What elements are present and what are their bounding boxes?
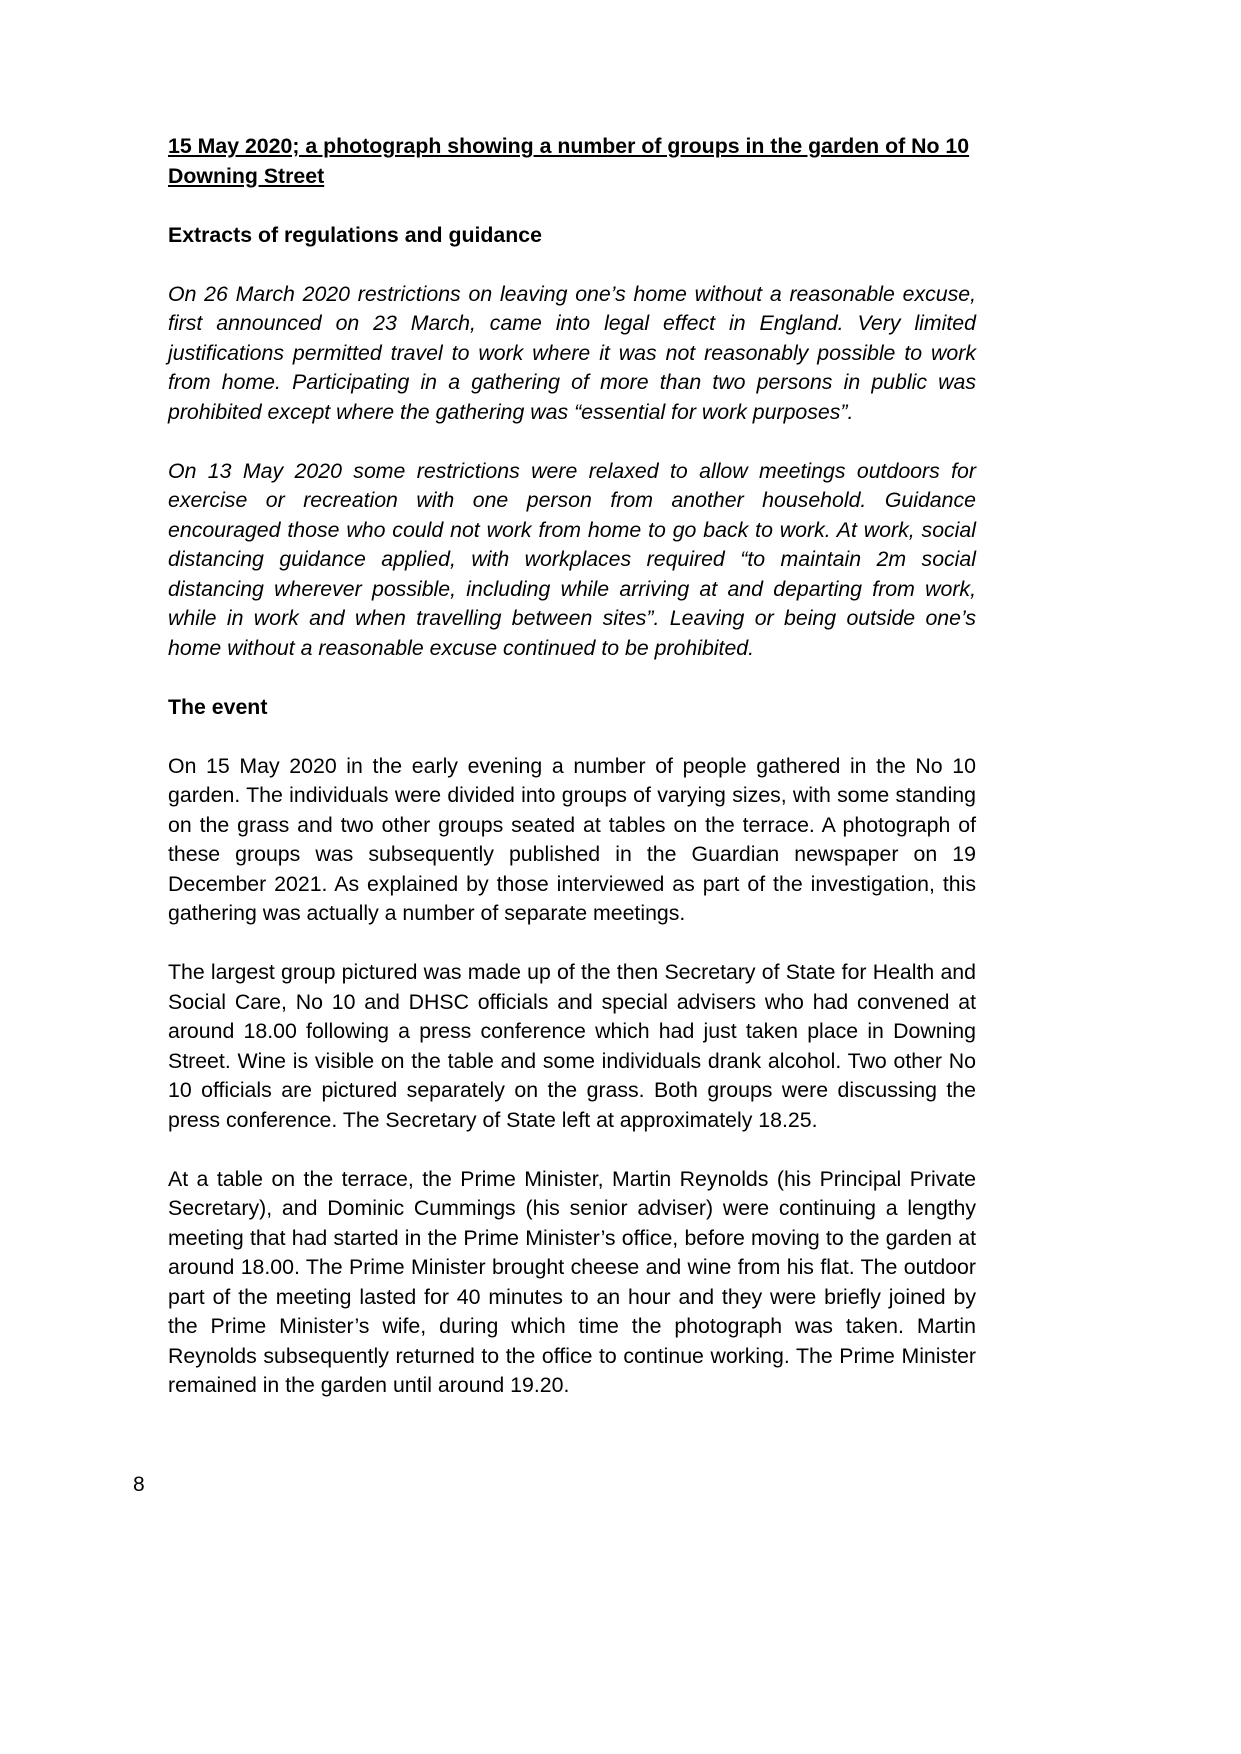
page-content	[168, 132, 976, 1401]
event-paragraph: At a table on the terrace, the Prime Minister, Martin Reynolds (his Principal Private Secretary), and Dominic Cummings (his senior adviser) were continuing a lengthy meeting that had started in the Prime Minister’s office, before moving to the garden at around 18.00. The Prime Minister brought cheese and wine from his flat. The outdoor part of the meeting lasted for 40 minutes to an hour and they were briefly joined by the Prime Minister’s wife, during which time the photograph was taken. Martin Reynolds subsequently returned to the office to continue working. The Prime Minister remained in the garden until around 19.20.	[168, 1166, 976, 1397]
page-number: 8	[133, 1473, 145, 1496]
regulations-paragraph: On 26 March 2020 restrictions on leaving one’s home without a reasonable excuse, first announced on 23 March, came into legal effect in England. Very limited justifications permitted travel to work where it was not reasonably possible to work from home. Participating in a gathering of more than two persons in public was prohibited except where the gathering was “essential for work purposes”.	[168, 281, 976, 424]
section-heading-event: The event	[168, 694, 268, 719]
section-heading-regulations: Extracts of regulations and guidance	[168, 222, 542, 247]
document-title: 15 May 2020; a photograph showing a number of groups in the garden of No 10 Downing Street	[168, 134, 970, 188]
event-paragraph: On 15 May 2020 in the early evening a number of people gathered in the No 10 garden. The individuals were divided into groups of varying sizes, with some standing on the grass and two other groups seated at tables on the terrace. A photograph of these groups was subsequently published in the Guardian newspaper on 19 December 2021. As explained by those interviewed as part of the investigation, this gathering was actually a number of separate meetings.	[168, 753, 976, 925]
regulations-paragraph: On 13 May 2020 some restrictions were relaxed to allow meetings outdoors for exercise or recreation with one person from another household. Guidance encouraged those who could not work from home to go back to work. At work, social distancing guidance applied, with workplaces required “to maintain 2m social distancing wherever possible, including while arriving at and departing from work, while in work and when travelling between sites”. Leaving or being outside one’s home without a reasonable excuse continued to be prohibited.	[168, 458, 976, 660]
event-paragraph: The largest group pictured was made up of the then Secretary of State for Health and Social Care, No 10 and DHSC officials and special advisers who had convened at around 18.00 following a press conference which had just taken place in Downing Street. Wine is visible on the table and some individuals drank alcohol. Two other No 10 officials are pictured separately on the grass. Both groups were discussing the press conference. The Secretary of State left at approximately 18.25.	[168, 960, 976, 1132]
